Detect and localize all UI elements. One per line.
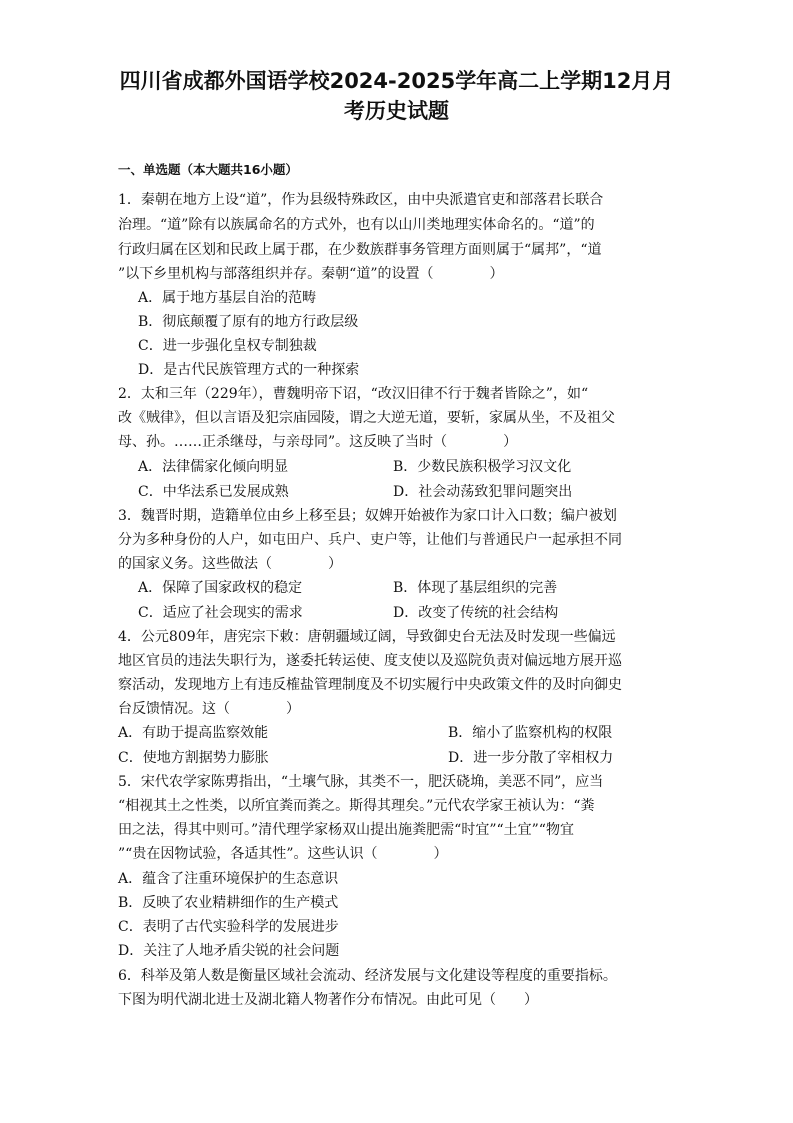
q2-stem-line: 母、孙。……正杀继母，与亲母同”。这反映了当时（ ）: [118, 434, 518, 450]
q2-stem-line: 改《贼律》，但以言语及犯宗庙园陵，谓之大逆无道，要斩，家属从坐，不及祖父: [118, 410, 615, 426]
q4-stem-line: 察活动，发现地方上有违反榷盐管理制度及不切实履行中央政策文件的及时向御史: [118, 677, 622, 693]
q4-option-a: A．有助于提高监察效能: [118, 725, 269, 741]
q4-option-d: D．进一步分散了宰相权力: [448, 750, 614, 766]
q5-stem-line: 田之法，得其中则可。”清代理学家杨双山提出施粪肥需“时宜”“土宜”“物宜: [118, 822, 574, 838]
q1-stem-line: 1．秦朝在地方上设“道”，作为县级特殊政区，由中央派遣官吏和部落君长联合: [118, 192, 604, 208]
q5-stem-line: “相视其土之性类，以所宜粪而粪之。斯得其理矣。”元代农学家王祯认为：“粪: [118, 798, 595, 814]
q2-stem-line: 2．太和三年（229年），曹魏明帝下诏，“改汉旧律不行于魏者皆除之”，如“: [118, 386, 589, 402]
exam-title-line-1: 四川省成都外国语学校2024-2025学年高二上学期12月月: [119, 69, 674, 93]
q1-stem-line: ”以下乡里机构与部落组织并存。秦朝“道”的设置（ ）: [118, 266, 504, 282]
q1-option-a: A．属于地方基层自治的范畴: [138, 290, 317, 306]
q6-stem-line: 下图为明代湖北进士及湖北籍人物著作分布情况。由此可见（ ）: [118, 992, 538, 1008]
q6-stem-line: 6．科举及第人数是衡量区域社会流动、经济发展与文化建设等程度的重要指标。: [118, 968, 617, 984]
q1-stem-line: 治理。“道”除有以族属命名的方式外，也有以山川类地理实体命名的。“道”的: [118, 217, 595, 233]
q5-stem-line: 5．宋代农学家陈旉指出，“土壤气脉，其类不一，肥沃硗埆，美恶不同”，应当: [118, 774, 604, 790]
q1-option-c: C．进一步强化皇权专制独裁: [138, 338, 317, 354]
q4-option-c: C．使地方割据势力膨胀: [118, 750, 269, 766]
q2-option-c: C．中华法系已发展成熟: [138, 484, 289, 500]
q5-option-a: A．蕴含了注重环境保护的生态意识: [118, 871, 339, 887]
q2-option-a: A．法律儒家化倾向明显: [138, 459, 289, 475]
section-heading: 一、单选题（本大题共16小题）: [118, 162, 298, 177]
q5-option-c: C．表明了古代实验科学的发展进步: [118, 919, 339, 935]
q3-option-d: D．改变了传统的社会结构: [393, 605, 559, 621]
q2-option-b: B．少数民族积极学习汉文化: [393, 459, 572, 475]
q4-option-b: B．缩小了监察机构的权限: [448, 725, 613, 741]
q5-option-b: B．反映了农业精耕细作的生产模式: [118, 895, 339, 911]
q3-option-c: C．适应了社会现实的需求: [138, 605, 303, 621]
q1-option-b: B．彻底颠覆了原有的地方行政层级: [138, 314, 359, 330]
q5-option-d: D．关注了人地矛盾尖锐的社会问题: [118, 943, 340, 959]
q3-option-b: B．体现了基层组织的完善: [393, 580, 558, 596]
q4-stem-line: 4．公元809年，唐宪宗下敕：唐朝疆域辽阔，导致御史台无法及时发现一些偏远: [118, 629, 616, 645]
exam-title-line-2: 考历史试题: [344, 99, 449, 123]
q2-option-d: D．社会动荡致犯罪问题突出: [393, 484, 573, 500]
q5-stem-line: ”“贵在因物试验，各适其性”。这些认识（ ）: [118, 846, 448, 862]
q3-option-a: A．保障了国家政权的稳定: [138, 580, 303, 596]
q4-stem-line: 台反馈情况。这（ ）: [118, 701, 300, 717]
q1-stem-line: 行政归属在区划和民政上属于郡，在少数族群事务管理方面则属于“属邦”，“道: [118, 242, 602, 258]
q3-stem-line: 3．魏晋时期，造籍单位由乡上移至县；奴婢开始被作为家口计入口数；编户被划: [118, 508, 617, 524]
q1-option-d: D．是古代民族管理方式的一种探索: [138, 362, 360, 378]
q3-stem-line: 分为多种身份的人户，如屯田户、兵户、吏户等，让他们与普通民户一起承担不同: [118, 532, 622, 548]
q4-stem-line: 地区官员的违法失职行为，遂委托转运使、度支使以及巡院负责对偏远地方展开巡: [118, 653, 622, 669]
q3-stem-line: 的国家义务。这些做法（ ）: [118, 556, 342, 572]
